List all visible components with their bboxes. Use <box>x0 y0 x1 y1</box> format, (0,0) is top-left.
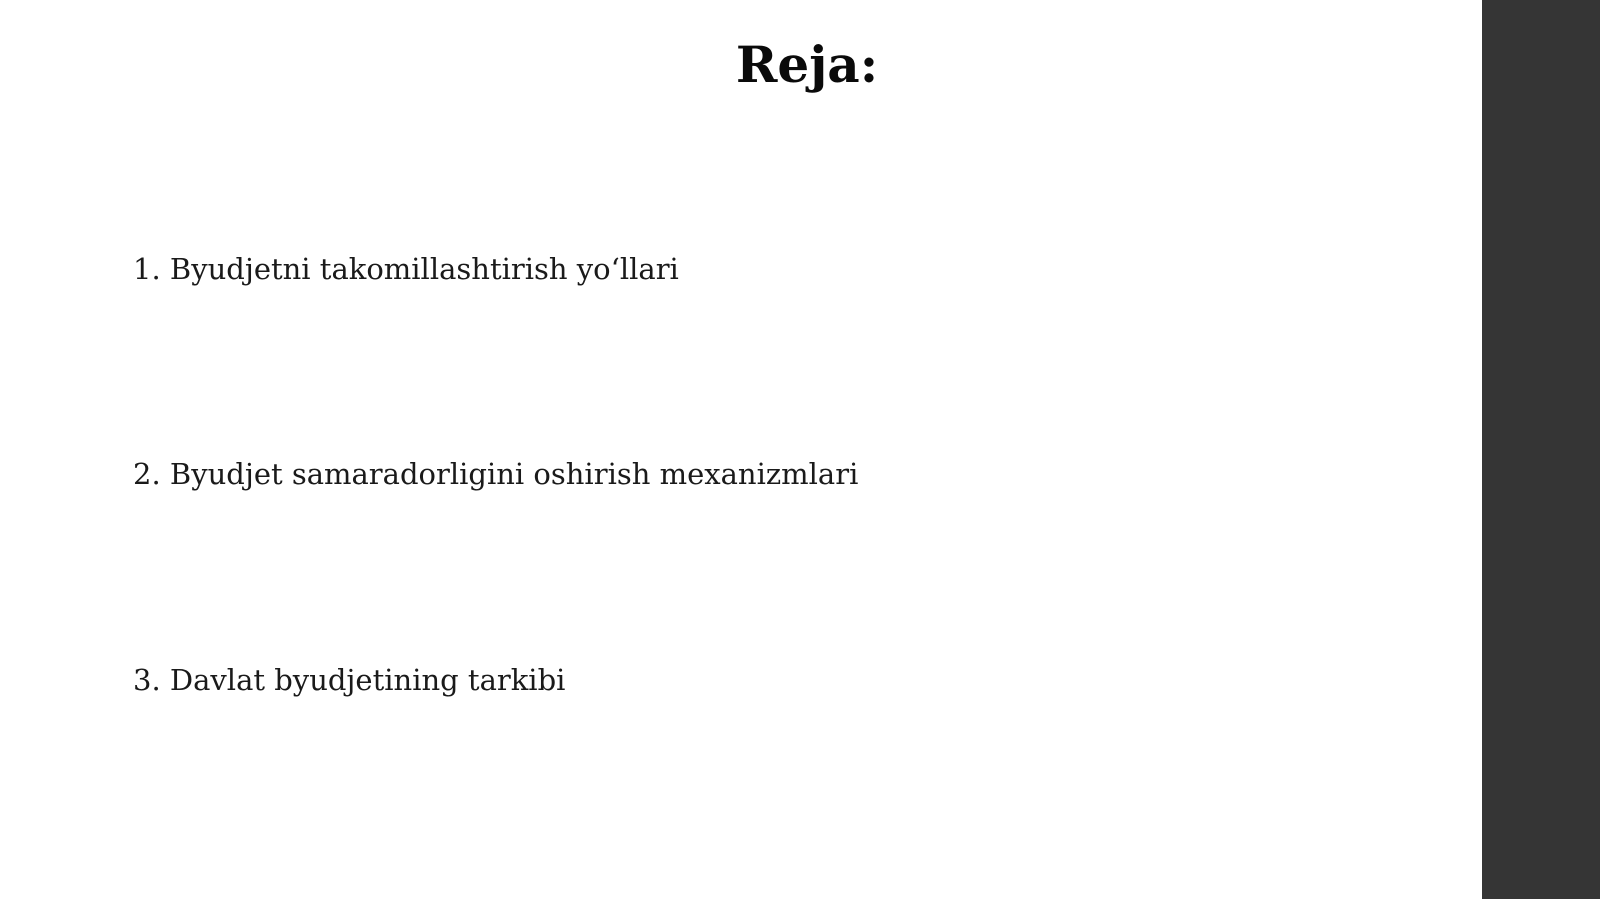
plan-item-2: 2. Byudjet samaradorligini oshirish mexanizmlari <box>133 457 859 491</box>
plan-item-3: 3. Davlat byudjetining tarkibi <box>133 663 566 697</box>
slide-title: Reja: <box>735 35 879 94</box>
plan-item-1: 1. Byudjetni takomillashtirish yo‘llari <box>133 252 679 286</box>
side-panel <box>1482 0 1600 899</box>
